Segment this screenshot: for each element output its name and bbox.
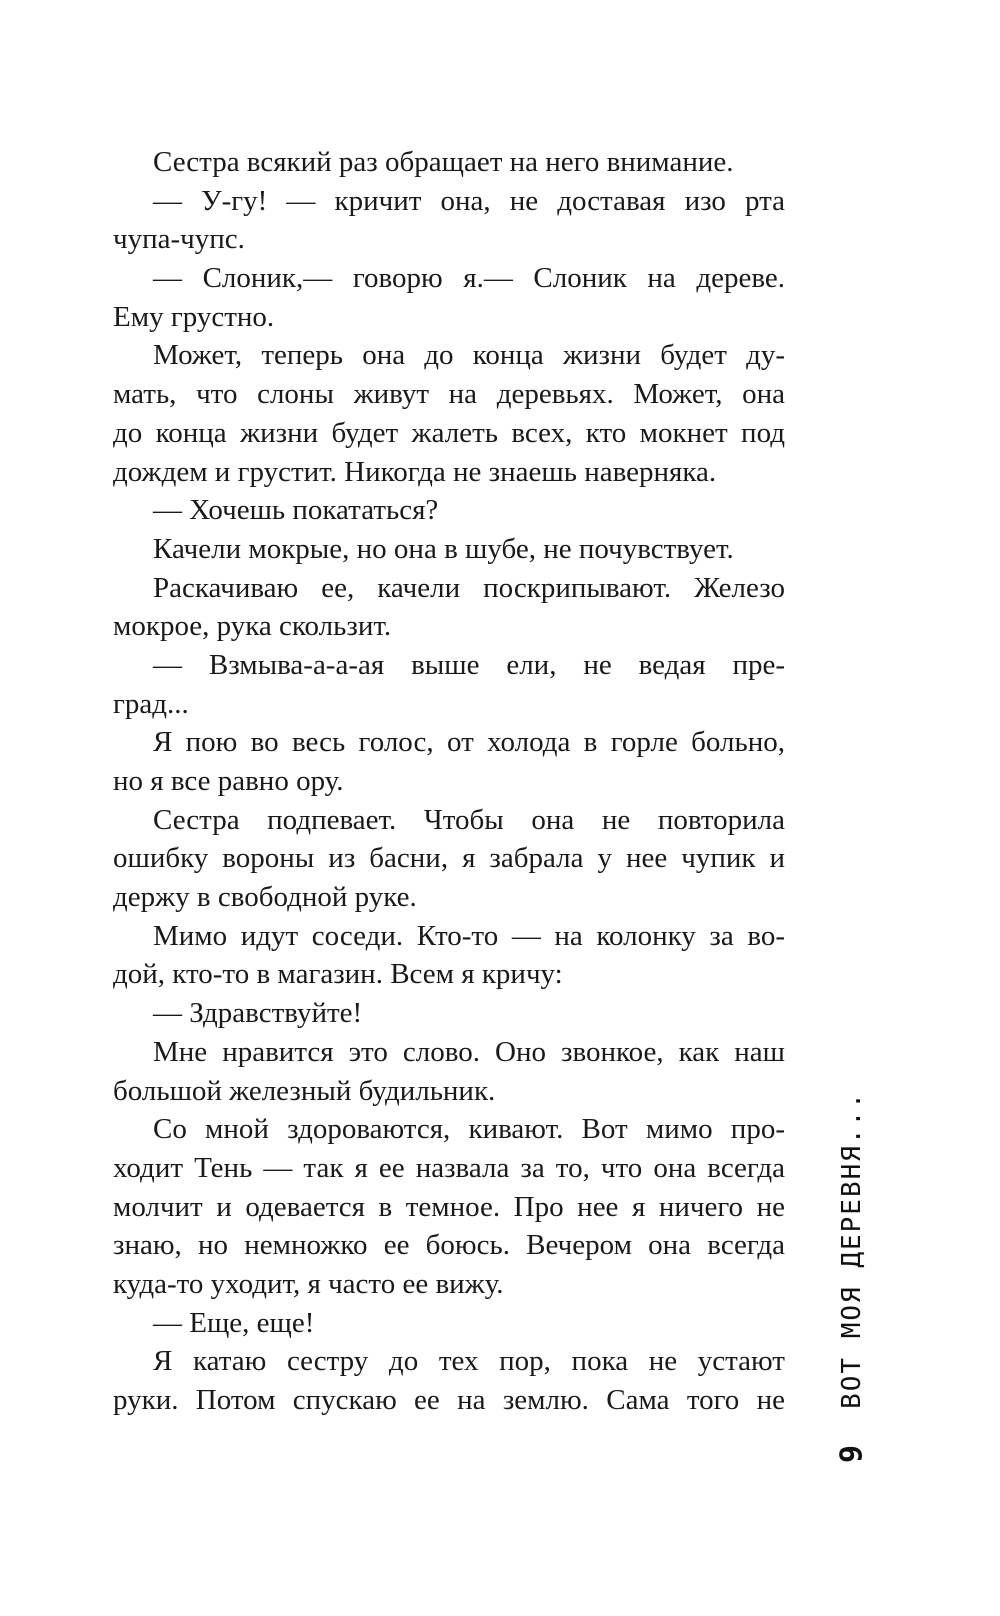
text-line: Мне нравится это слово. Оно звонкое, как наш — [153, 1035, 785, 1068]
text-line: чупа-чупс. — [113, 223, 245, 256]
text-line: Со мной здороваются, кивают. Вот мимо про- — [153, 1113, 785, 1146]
text-line: — Слоник,— говорю я.— Слоник на дереве. — [153, 262, 785, 295]
text-line: ходит Тень — так я ее назвала за то, что она всегда — [113, 1151, 785, 1184]
text-line: Ему грустно. — [113, 300, 275, 333]
text-line: руки. Потом спускаю ее на землю. Сама того не — [113, 1384, 785, 1416]
text-line: Может, теперь она до конца жизни будет ду- — [153, 339, 785, 372]
text-line: но я все равно ору. — [113, 765, 344, 797]
text-line: мать, что слоны живут на деревьях. Может, она — [113, 378, 785, 411]
text-line: куда-то уходит, я часто ее вижу. — [113, 1267, 504, 1300]
text-line: Я пою во весь голос, от холода в горле больно, — [153, 726, 785, 759]
page-body-text — [113, 143, 785, 1420]
text-line: Сестра подпевает. Чтобы она не повторила — [153, 803, 785, 836]
text-line: Я катаю сестру до тех пор, пока не устают — [153, 1345, 785, 1378]
text-line: дождем и грустит. Никогда не знаешь наверняка. — [113, 455, 717, 488]
text-line: Мимо идут соседи. Кто-то — на колонку за во- — [153, 919, 785, 952]
text-line: мокрое, рука скользит. — [113, 610, 392, 643]
text-line: — Здравствуйте! — [153, 997, 363, 1030]
text-line: молчит и одевается в темное. Про нее я ничего не — [113, 1190, 785, 1223]
text-line: Раскачиваю ее, качели поскрипывают. Железо — [153, 571, 785, 604]
text-line: — У-гу! — кричит она, не доставая изо рта — [153, 184, 785, 217]
text-line: держу в свободной руке. — [113, 881, 417, 914]
text-line: дой, кто-то в магазин. Всем я кричу: — [113, 958, 563, 991]
text-line: — Еще, еще! — [153, 1306, 315, 1339]
text-line: Сестра всякий раз обращает на него внимание. — [153, 146, 734, 178]
text-line: до конца жизни будет жалеть всех, кто мокнет под — [113, 416, 785, 449]
text-line: — Взмыва-а-а-ая выше ели, не ведая пре- — [153, 648, 785, 681]
running-header: ВОТ МОЯ ДЕРЕВНЯ... — [837, 1091, 867, 1409]
text-line: — Хочешь покататься? — [153, 494, 439, 527]
text-line: знаю, но немножко ее боюсь. Вечером она всегда — [113, 1229, 785, 1262]
text-line: град... — [113, 687, 189, 720]
text-line: большой железный будильник. — [113, 1074, 496, 1107]
text-line: Качели мокрые, но она в шубе, не почувствует. — [153, 532, 734, 565]
text-line: ошибку вороны из басни, я забрала у нее чупик и — [113, 842, 785, 875]
page-number: 9 — [834, 1444, 870, 1464]
